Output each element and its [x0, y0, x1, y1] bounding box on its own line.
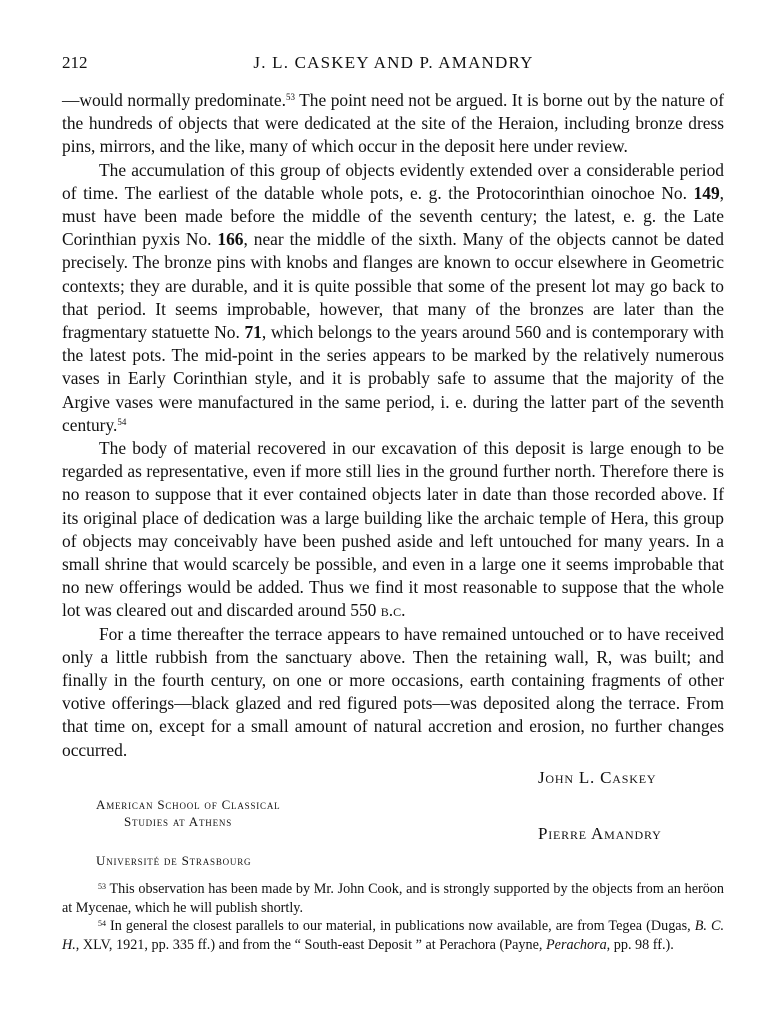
page-number: 212	[62, 53, 88, 72]
footnote-54-text-b: , XLV, 1921, pp. 335 ff.) and from the “ South-east Deposit ” at Perachora (Payne,	[75, 936, 546, 953]
running-header	[62, 53, 725, 77]
paragraph-4	[62, 623, 724, 762]
date-abbrev: b.c.	[380, 600, 406, 621]
footnote-ref-53[interactable]: 53	[285, 92, 295, 102]
footnote-54-text-c: , pp. 98 ff.).	[606, 936, 674, 953]
body-text	[62, 89, 724, 762]
catalogue-number-149: 149	[693, 182, 720, 203]
p1-text-a: —would normally predominate.	[62, 90, 286, 110]
affiliation-athens-line-1: American School of Classical	[96, 797, 281, 812]
affiliation-strasbourg: Université de Strasbourg	[96, 853, 252, 868]
running-title: J. L. CASKEY AND P. AMANDRY	[253, 53, 534, 72]
p3-text-a: The body of material recovered in our excavation of this deposit is large enough to be regarded as representative, even if more still lies in the ground further north. Therefore there is no reason to suppose that it ever contained objects later in date than those recorded above. If its original place of dedication was a large building like the archaic temple of Hera, this group of objects may conceivably have been pushed aside and left untouched for many years. In a small shrine that would scarcely be possible, and even in a large one it seems improbable that no new offerings would be added. Thus we find it most reasonable to suppose that the whole lot was cleared out and discarded around 550	[62, 438, 724, 621]
footnote-53	[62, 880, 724, 917]
signature-amandry: Pierre Amandry	[538, 824, 662, 843]
paragraph-1	[62, 89, 724, 159]
signature-caskey: John L. Caskey	[538, 768, 657, 787]
p4-text: For a time thereafter the terrace appears to have remained untouched or to have received only a little rubbish from the sanctuary above. Then the retaining wall, R, was built; and finally in the fourth century, on one or more occasions, earth containing fragments of other votive offerings—black glazed and red figured pots—was deposited along the terrace. From that time on, except for a small amount of natural accretion and erosion, no further changes occurred.	[62, 623, 724, 760]
p2-text-c: , near the middle of the sixth. Many of the objects cannot be dated precisely. The bronze pins with knobs and flanges are known to occur elsewhere in Geometric contexts; they are durable, and it is quite possible that some of the present lot may go back to that period. It seems improbable, however, that many of the bronzes are later than the fragmentary statuette No.	[62, 229, 725, 343]
affiliation-athens	[96, 796, 280, 830]
footnote-54	[62, 917, 724, 954]
affiliation-athens-line-2: Studies at Athens	[124, 814, 232, 829]
paragraph-2	[62, 159, 724, 437]
journal-abbrev: B. C. H.	[62, 918, 724, 953]
book-title: Perachora	[545, 936, 607, 953]
footnote-ref-54[interactable]: 54	[117, 416, 127, 427]
p1-text-b: The point need not be argued. It is borne out by the nature of the hundreds of objects that were dedicated at the site of the Heraion, including bronze dress pins, mirrors, and the like, many of which occur in the deposit here under review.	[62, 90, 724, 157]
p2-text-d: , which belongs to the years around 560 and is contemporary with the latest pots. The mid-point in the series appears to be marked by the relatively numerous vases in Early Corinthian style, and it is probably safe to assume that the majority of the Argive vases were manufactured in the same period, i. e. during the latter part of the seventh century.	[62, 322, 724, 435]
footnote-53-number: 53	[98, 882, 106, 891]
catalogue-number-166: 166	[217, 229, 244, 250]
footnote-54-number: 54	[98, 919, 106, 929]
p2-text-b: , must have been made before the middle of the seventh century; the latest, e. g. the Late Corinthian pyxis No.	[62, 182, 724, 250]
footnote-54-text-a: In general the closest parallels to our material, in publications now available, are from Tegea (Dugas,	[106, 918, 695, 935]
footnotes	[62, 880, 724, 954]
catalogue-number-71: 71	[244, 322, 262, 343]
p2-text-a: The accumulation of this group of objects evidently extended over a considerable period of time. The earliest of the datable whole pots, e. g. the Protocorinthian oinochoe No.	[62, 159, 724, 203]
footnote-53-text: This observation has been made by Mr. John Cook, and is strongly supported by the objects from an heröon at Mycenae, which he will publish shortly.	[62, 881, 724, 916]
paragraph-3	[62, 437, 724, 623]
